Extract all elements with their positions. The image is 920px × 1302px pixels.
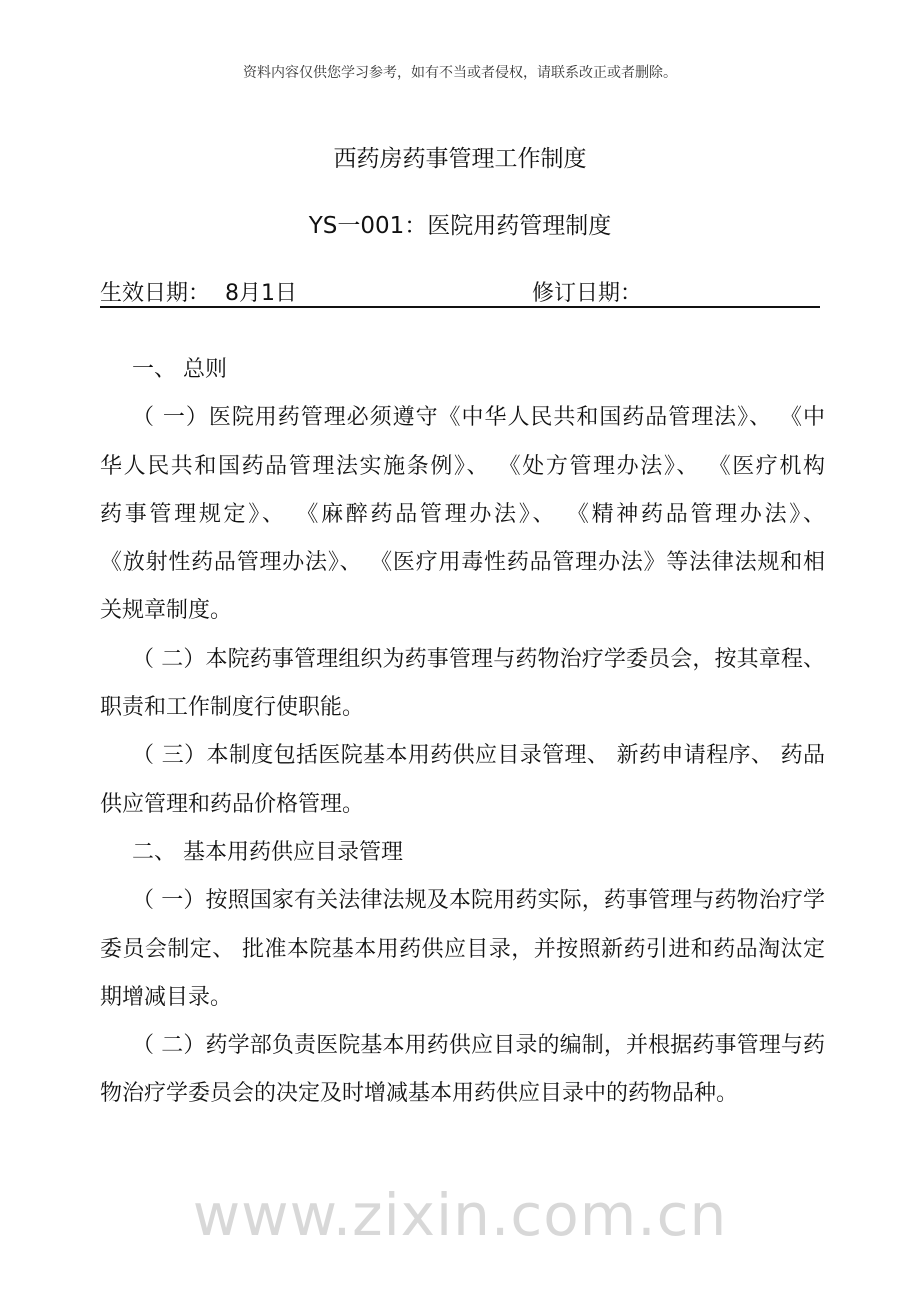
paragraph (100, 883, 825, 1028)
paragraph (100, 1028, 825, 1125)
text-line: （ 一）按照国家有关法律法规及本院用药实际，药事管理与药物治疗学 (132, 888, 825, 914)
text-line: 华人民共和国药品管理法实施条例》、 《处方管理办法》、 《医疗机构 (100, 453, 825, 479)
revision-date-label: 修订日期： (532, 281, 643, 306)
text-line: 委员会制定、 批准本院基本用药供应目录，并按照新药引进和药品淘汰定 (100, 936, 825, 962)
document-subtitle: YS一001：医院用药管理制度 (308, 213, 612, 239)
date-line (100, 276, 820, 308)
text-line: （ 二）药学部负责医院基本用药供应目录的编制，并根据药事管理与药 (132, 1033, 825, 1059)
text-line: 药事管理规定》、 《麻醉药品管理办法》、 《精神药品管理办法》、 (100, 501, 825, 527)
text-line: 物治疗学委员会的决定及时增减基本用药供应目录中的药物品种。 (100, 1081, 739, 1107)
paragraph (100, 642, 825, 739)
text-line: 关规章制度。 (100, 598, 233, 624)
paragraph (100, 352, 825, 400)
effective-date-value: 8月1日 (225, 281, 297, 306)
text-line: （ 一）医院用药管理必须遵守《中华人民共和国药品管理法》、 《中 (132, 405, 825, 431)
text-line: （ 三）本制度包括医院基本用药供应目录管理、 新药申请程序、 药品 (132, 743, 825, 769)
text-line: 供应管理和药品价格管理。 (100, 791, 365, 817)
text-line: （ 二）本院药事管理组织为药事管理与药物治疗学委员会，按其章程、 (132, 646, 825, 672)
text-line: 一、 总则 (132, 357, 227, 382)
text-line: 职责和工作制度行使职能。 (100, 695, 365, 721)
watermark: www.zixin.com.cn (192, 1181, 728, 1249)
document-title: 西药房药事管理工作制度 (333, 146, 587, 172)
text-line: 期增减目录。 (100, 984, 233, 1010)
text-line: 二、 基本用药供应目录管理 (132, 839, 403, 865)
disclaimer-notice: 资料内容仅供您学习参考，如有不当或者侵权，请联系改正或者删除。 (243, 65, 677, 81)
paragraph (100, 400, 825, 641)
paragraph (100, 738, 825, 835)
effective-date-label: 生效日期： (100, 281, 211, 306)
document-body (100, 352, 825, 1125)
paragraph (100, 835, 825, 883)
text-line: 《放射性药品管理办法》、 《医疗用毒性药品管理办法》等法律法规和相 (100, 550, 825, 576)
